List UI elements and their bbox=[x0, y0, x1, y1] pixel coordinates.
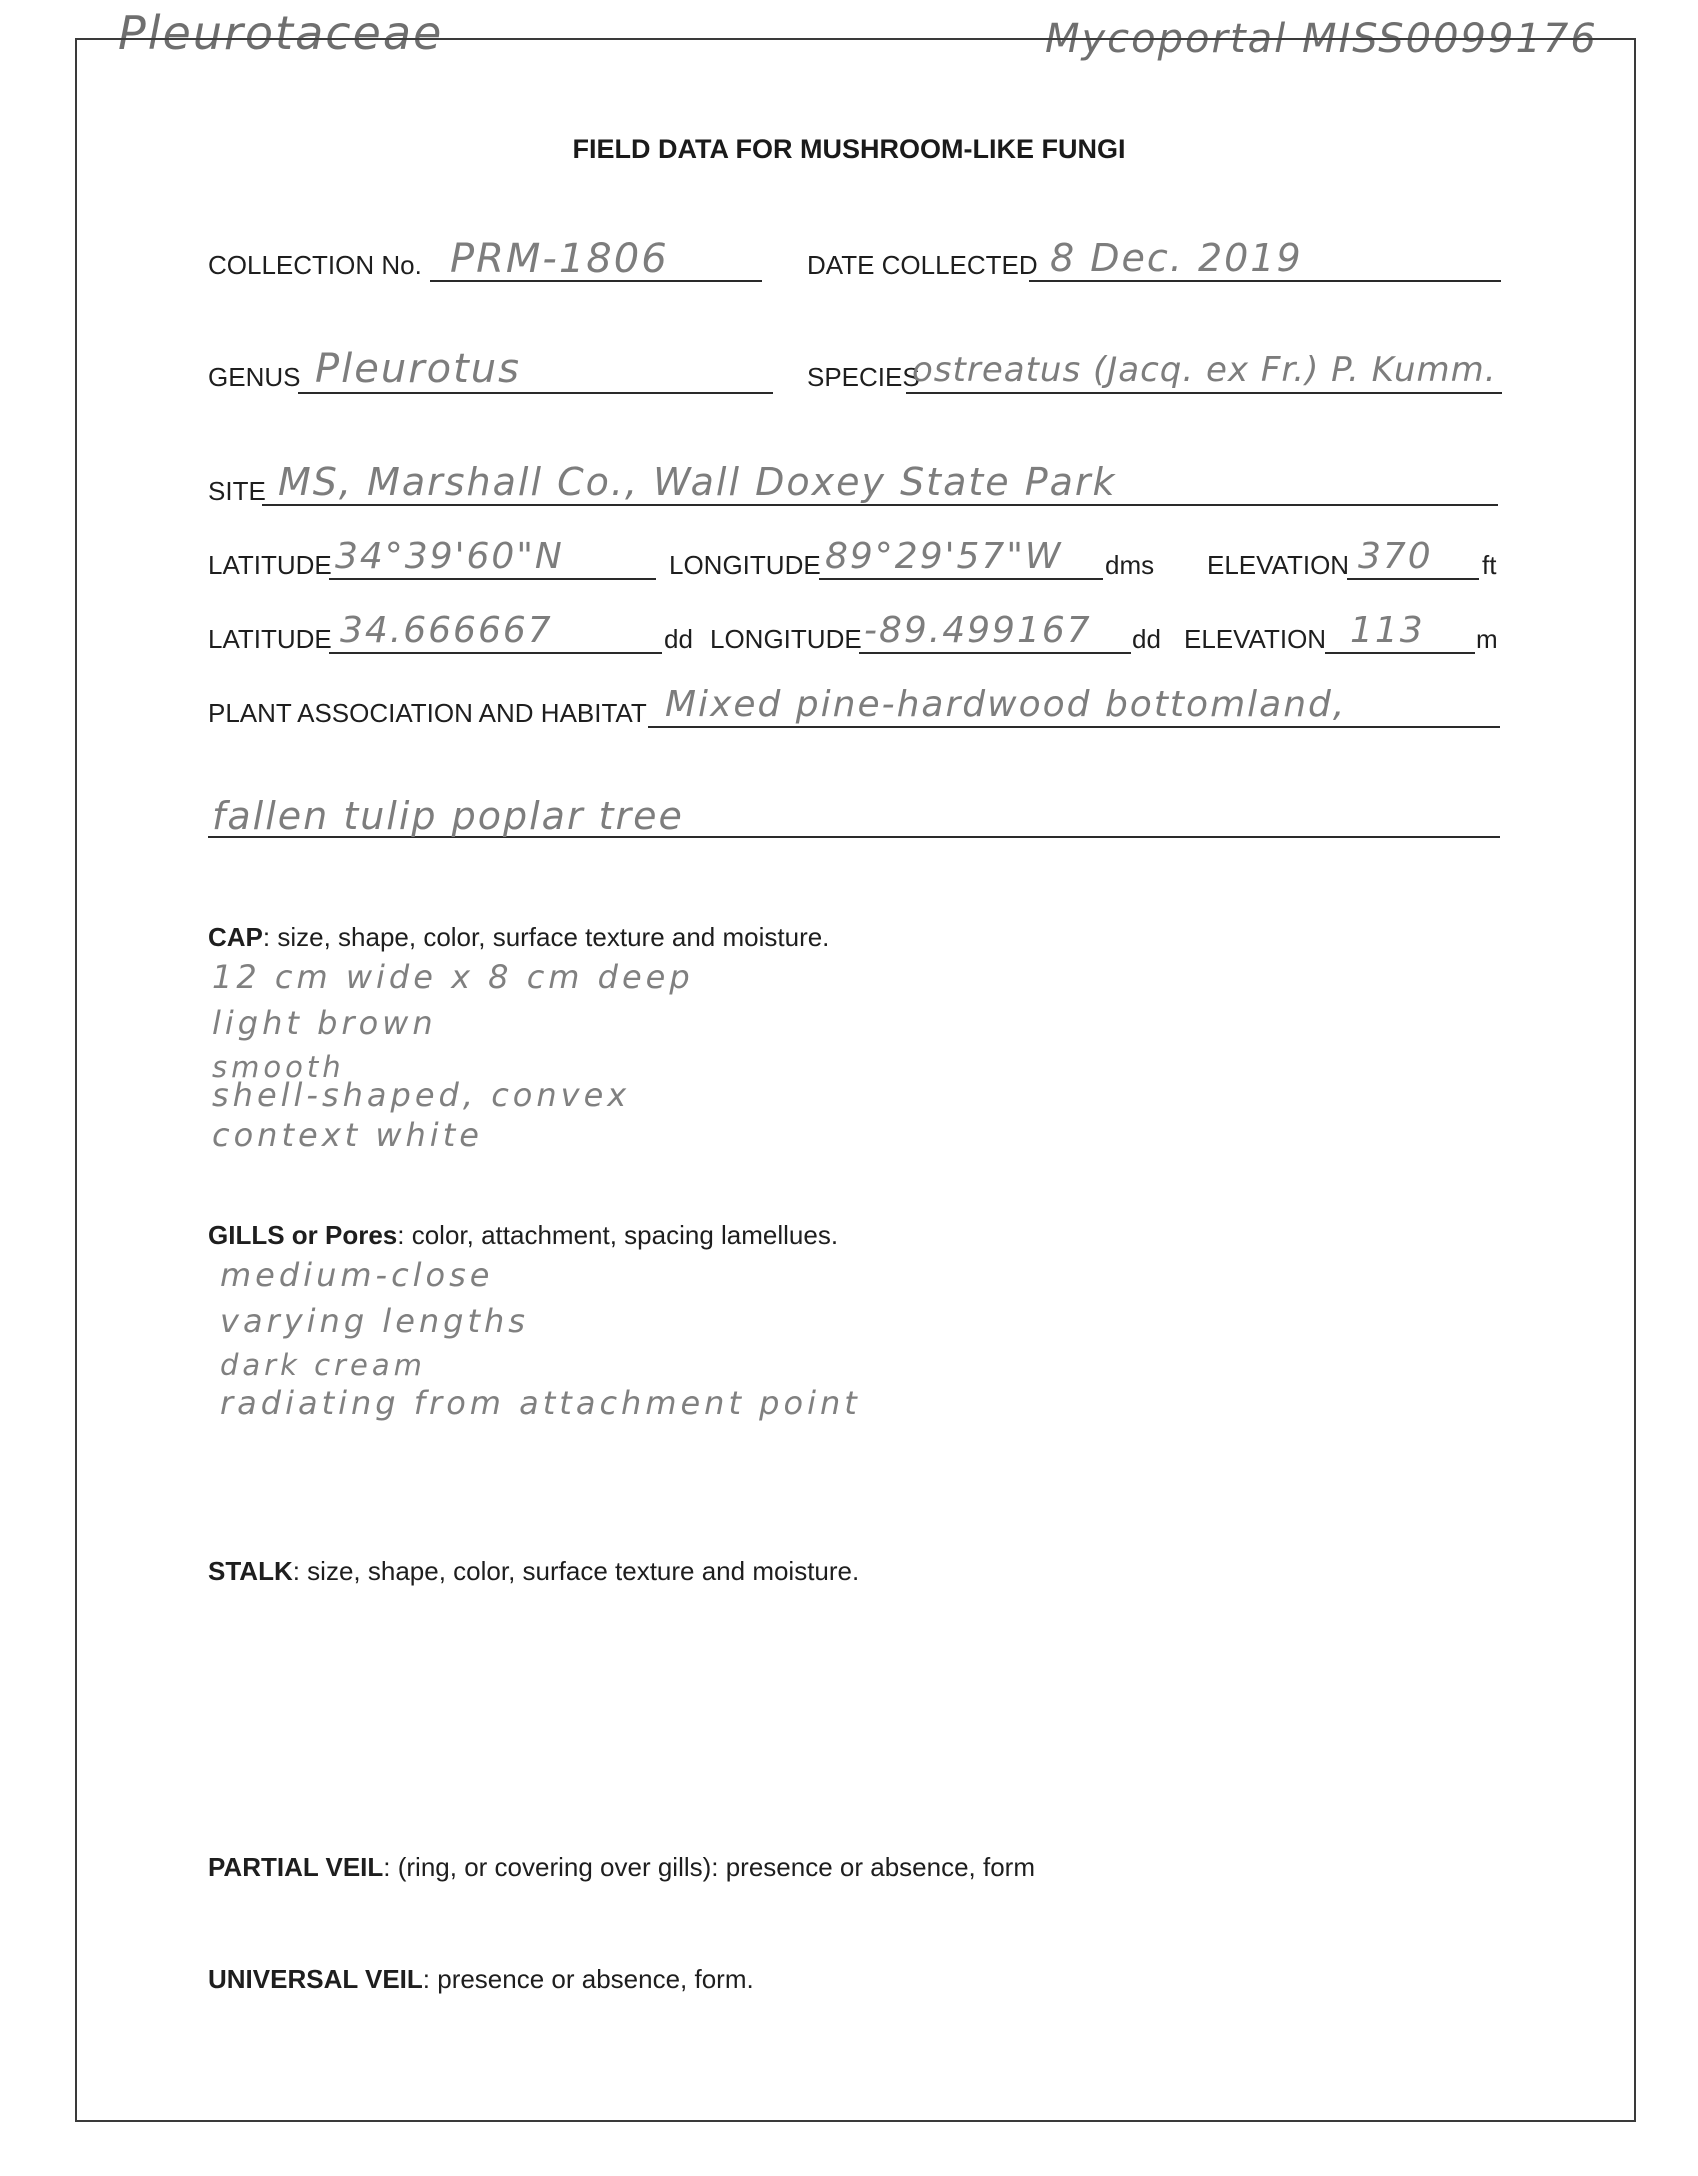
latitude-dms-label: LATITUDE bbox=[208, 550, 332, 580]
dd-unit-2: dd bbox=[1132, 624, 1161, 654]
partial-veil-heading-title: PARTIAL VEIL bbox=[208, 1852, 384, 1882]
cap-heading-title: CAP bbox=[208, 922, 263, 952]
collection-no-label: COLLECTION No. bbox=[208, 250, 422, 280]
cap-note: smooth bbox=[212, 1050, 345, 1084]
species-label: SPECIES bbox=[807, 362, 920, 392]
cap-heading-desc: : size, shape, color, surface texture and moisture. bbox=[262, 922, 830, 952]
elevation-m-label: ELEVATION bbox=[1184, 624, 1327, 654]
gills-note: varying lengths bbox=[220, 1302, 529, 1340]
date-collected-line bbox=[1029, 280, 1501, 282]
stalk-heading-title: STALK bbox=[208, 1556, 293, 1586]
longitude-dd-label: LONGITUDE bbox=[710, 624, 862, 654]
catalog-annotation: Mycoportal MISS0099176 bbox=[1045, 16, 1598, 62]
genus-line bbox=[298, 392, 773, 394]
latitude-dms-value[interactable]: 34°39'60"N bbox=[335, 536, 564, 577]
gills-note: medium-close bbox=[220, 1256, 494, 1294]
elevation-ft-label: ELEVATION bbox=[1207, 550, 1350, 580]
elevation-ft-value[interactable]: 370 bbox=[1358, 536, 1433, 577]
partial-veil-heading-desc: : (ring, or covering over gills): presence or absence, form bbox=[383, 1852, 1035, 1882]
date-collected-label: DATE COLLECTED bbox=[807, 250, 1038, 280]
cap-note: 12 cm wide x 8 cm deep bbox=[212, 958, 694, 996]
universal-veil-heading-desc: : presence or absence, form. bbox=[422, 1964, 754, 1994]
cap-heading bbox=[208, 922, 829, 953]
ft-unit: ft bbox=[1482, 550, 1497, 580]
gills-heading-desc: : color, attachment, spacing lamellues. bbox=[397, 1220, 839, 1250]
species-line bbox=[906, 392, 1502, 394]
gills-heading-title: GILLS or Pores bbox=[208, 1220, 398, 1250]
latitude-dd-label: LATITUDE bbox=[208, 624, 332, 654]
elevation-ft-line bbox=[1347, 578, 1479, 580]
site-line bbox=[262, 504, 1498, 506]
stalk-heading-desc: : size, shape, color, surface texture and moisture. bbox=[292, 1556, 860, 1586]
dd-unit-1: dd bbox=[664, 624, 693, 654]
longitude-dd-value[interactable]: -89.499167 bbox=[864, 610, 1092, 651]
dms-unit: dms bbox=[1105, 550, 1155, 580]
species-value[interactable]: ostreatus (Jacq. ex Fr.) P. Kumm. bbox=[912, 350, 1497, 390]
habitat-label: PLANT ASSOCIATION AND HABITAT bbox=[208, 698, 647, 728]
genus-label: GENUS bbox=[208, 362, 301, 392]
stalk-heading bbox=[208, 1556, 859, 1587]
family-annotation: Pleurotaceae bbox=[118, 6, 444, 60]
latitude-dd-value[interactable]: 34.666667 bbox=[340, 610, 553, 651]
date-collected-value[interactable]: 8 Dec. 2019 bbox=[1050, 236, 1303, 280]
latitude-dd-line bbox=[329, 652, 662, 654]
habitat-line-1 bbox=[648, 726, 1500, 728]
elevation-m-value[interactable]: 113 bbox=[1350, 610, 1425, 651]
longitude-dd-line bbox=[859, 652, 1131, 654]
longitude-dms-label: LONGITUDE bbox=[669, 550, 821, 580]
partial-veil-heading bbox=[208, 1852, 1035, 1883]
cap-note: shell-shaped, convex bbox=[212, 1076, 631, 1114]
latitude-dms-line bbox=[329, 578, 656, 580]
habitat-value-1[interactable]: Mixed pine-hardwood bottomland, bbox=[665, 684, 1347, 725]
gills-heading bbox=[208, 1220, 838, 1251]
elevation-m-line bbox=[1325, 652, 1475, 654]
gills-note: radiating from attachment point bbox=[220, 1384, 861, 1422]
form-title: FIELD DATA FOR MUSHROOM-LIKE FUNGI bbox=[572, 134, 1126, 164]
gills-note: dark cream bbox=[220, 1348, 426, 1382]
site-label: SITE bbox=[208, 476, 266, 506]
m-unit: m bbox=[1476, 624, 1498, 654]
habitat-value-2[interactable]: fallen tulip poplar tree bbox=[212, 794, 684, 838]
genus-value[interactable]: Pleurotus bbox=[315, 346, 521, 392]
site-value[interactable]: MS, Marshall Co., Wall Doxey State Park bbox=[278, 460, 1117, 504]
collection-no-value[interactable]: PRM-1806 bbox=[450, 236, 669, 282]
cap-note: context white bbox=[212, 1116, 483, 1154]
longitude-dms-value[interactable]: 89°29'57"W bbox=[825, 536, 1063, 577]
longitude-dms-line bbox=[819, 578, 1103, 580]
cap-note: light brown bbox=[212, 1004, 437, 1042]
universal-veil-heading bbox=[208, 1964, 754, 1995]
universal-veil-heading-title: UNIVERSAL VEIL bbox=[208, 1964, 423, 1994]
